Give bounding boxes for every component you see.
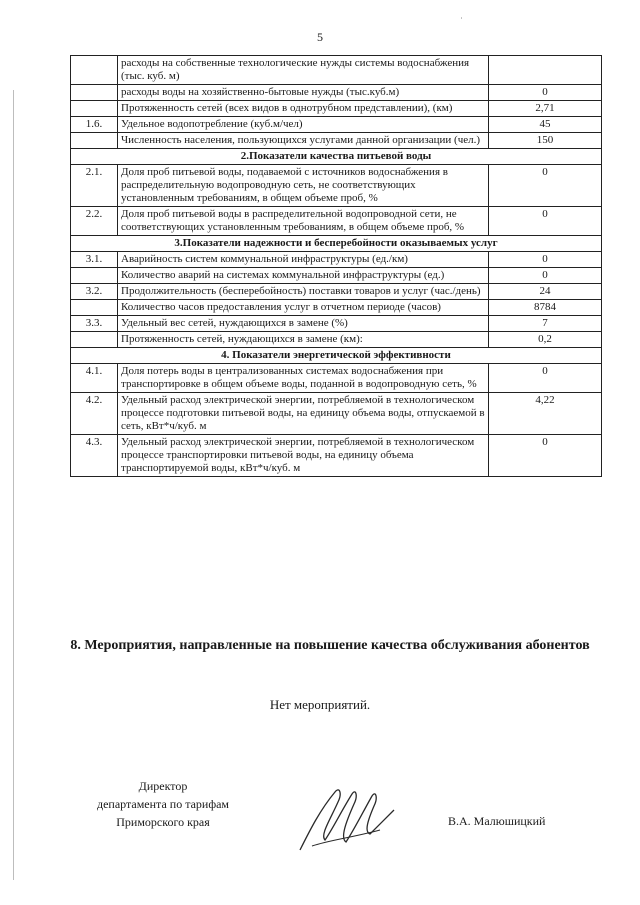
table-row bbox=[71, 117, 602, 133]
indicator-name: Удельное водопотребление (куб.м/чел) bbox=[118, 117, 489, 133]
row-number bbox=[71, 268, 118, 284]
row-number bbox=[71, 56, 118, 85]
row-number: 4.1. bbox=[71, 364, 118, 393]
indicator-value: 0 bbox=[489, 85, 602, 101]
table-row bbox=[71, 101, 602, 117]
indicator-name: расходы воды на хозяйственно-бытовые нужды (тыс.куб.м) bbox=[118, 85, 489, 101]
row-number: 4.2. bbox=[71, 393, 118, 435]
indicator-value: 24 bbox=[489, 284, 602, 300]
indicator-name: Удельный вес сетей, нуждающихся в замене (%) bbox=[118, 316, 489, 332]
indicator-name: Доля проб питьевой воды в распределительной водопроводной сети, не соответствующих установленным требованиям, в общем объеме проб, % bbox=[118, 207, 489, 236]
section-8-heading: 8. Мероприятия, направленные на повышение качества обслуживания абонентов bbox=[70, 638, 590, 653]
table-row bbox=[71, 393, 602, 435]
indicator-value: 45 bbox=[489, 117, 602, 133]
table-row bbox=[71, 85, 602, 101]
row-number: 1.6. bbox=[71, 117, 118, 133]
table-row bbox=[71, 300, 602, 316]
scan-mark: ˙ bbox=[460, 16, 463, 26]
indicator-value: 0 bbox=[489, 165, 602, 207]
table-section-header bbox=[71, 236, 602, 252]
row-number: 4.3. bbox=[71, 435, 118, 477]
indicator-name: Удельный расход электрической энергии, потребляемой в технологическом процессе подготовки питьевой воды, на единицу объема воды, отпускаемой в сеть, кВт*ч/куб. м bbox=[118, 393, 489, 435]
row-number: 3.3. bbox=[71, 316, 118, 332]
scan-edge-line bbox=[13, 90, 14, 880]
indicator-name: Доля потерь воды в централизованных системах водоснабжения при транспортировке в общем объеме воды, поданной в водопроводную сеть, % bbox=[118, 364, 489, 393]
indicators-table bbox=[70, 55, 602, 477]
row-number bbox=[71, 300, 118, 316]
indicator-value: 2,71 bbox=[489, 101, 602, 117]
section-title: 3.Показатели надежности и бесперебойности оказываемых услуг bbox=[71, 236, 602, 252]
signatory-title-line1: Директор bbox=[138, 779, 188, 793]
no-measures-text: Нет мероприятий. bbox=[269, 697, 371, 712]
table-row bbox=[71, 316, 602, 332]
indicator-value: 4,22 bbox=[489, 393, 602, 435]
indicator-value: 0,2 bbox=[489, 332, 602, 348]
signatory-title-line2: департамента по тарифам bbox=[96, 797, 230, 811]
indicator-name: расходы на собственные технологические нужды системы водоснабжения (тыс. куб. м) bbox=[118, 56, 489, 85]
indicator-value: 0 bbox=[489, 207, 602, 236]
signatory-name: В.А. Малюшицкий bbox=[448, 814, 546, 828]
table-row bbox=[71, 56, 602, 85]
page-number: 5 bbox=[317, 30, 323, 44]
table-row bbox=[71, 252, 602, 268]
indicator-value: 0 bbox=[489, 364, 602, 393]
table-row bbox=[71, 332, 602, 348]
indicator-name: Аварийность систем коммунальной инфраструктуры (ед./км) bbox=[118, 252, 489, 268]
table-row bbox=[71, 435, 602, 477]
indicator-name: Количество аварий на системах коммунальной инфраструктуры (ед.) bbox=[118, 268, 489, 284]
row-number: 3.1. bbox=[71, 252, 118, 268]
indicator-name: Удельный расход электрической энергии, потребляемой в технологическом процессе транспортировки питьевой воды, на единицу объема транспортируемой воды, кВт*ч/куб. м bbox=[118, 435, 489, 477]
table-row bbox=[71, 165, 602, 207]
row-number bbox=[71, 101, 118, 117]
table-row bbox=[71, 268, 602, 284]
indicator-value: 0 bbox=[489, 268, 602, 284]
signatory-title bbox=[78, 777, 248, 831]
indicator-value: 8784 bbox=[489, 300, 602, 316]
indicator-name: Протяженность сетей (всех видов в однотрубном представлении), (км) bbox=[118, 101, 489, 117]
row-number: 3.2. bbox=[71, 284, 118, 300]
row-number bbox=[71, 332, 118, 348]
indicator-value: 150 bbox=[489, 133, 602, 149]
indicator-name: Доля проб питьевой воды, подаваемой с источников водоснабжения в распределительную водопроводную сеть, не соответствующих установленным требованиям, в общем объеме проб, % bbox=[118, 165, 489, 207]
row-number: 2.2. bbox=[71, 207, 118, 236]
table-row bbox=[71, 284, 602, 300]
table-section-header bbox=[71, 348, 602, 364]
indicator-name: Протяженность сетей, нуждающихся в замене (км): bbox=[118, 332, 489, 348]
table-section-header bbox=[71, 149, 602, 165]
row-number bbox=[71, 85, 118, 101]
indicator-name: Продолжительность (бесперебойность) поставки товаров и услуг (час./день) bbox=[118, 284, 489, 300]
table-row bbox=[71, 364, 602, 393]
indicator-name: Количество часов предоставления услуг в отчетном периоде (часов) bbox=[118, 300, 489, 316]
row-number bbox=[71, 133, 118, 149]
section-title: 4. Показатели энергетической эффективности bbox=[71, 348, 602, 364]
indicator-value: 0 bbox=[489, 252, 602, 268]
indicator-value bbox=[489, 56, 602, 85]
table-row bbox=[71, 133, 602, 149]
row-number: 2.1. bbox=[71, 165, 118, 207]
indicator-value: 0 bbox=[489, 435, 602, 477]
handwritten-signature bbox=[290, 780, 400, 860]
indicator-value: 7 bbox=[489, 316, 602, 332]
table-row bbox=[71, 207, 602, 236]
indicator-name: Численность населения, пользующихся услугами данной организации (чел.) bbox=[118, 133, 489, 149]
signatory-title-line3: Приморского края bbox=[116, 815, 210, 829]
section-title: 2.Показатели качества питьевой воды bbox=[71, 149, 602, 165]
